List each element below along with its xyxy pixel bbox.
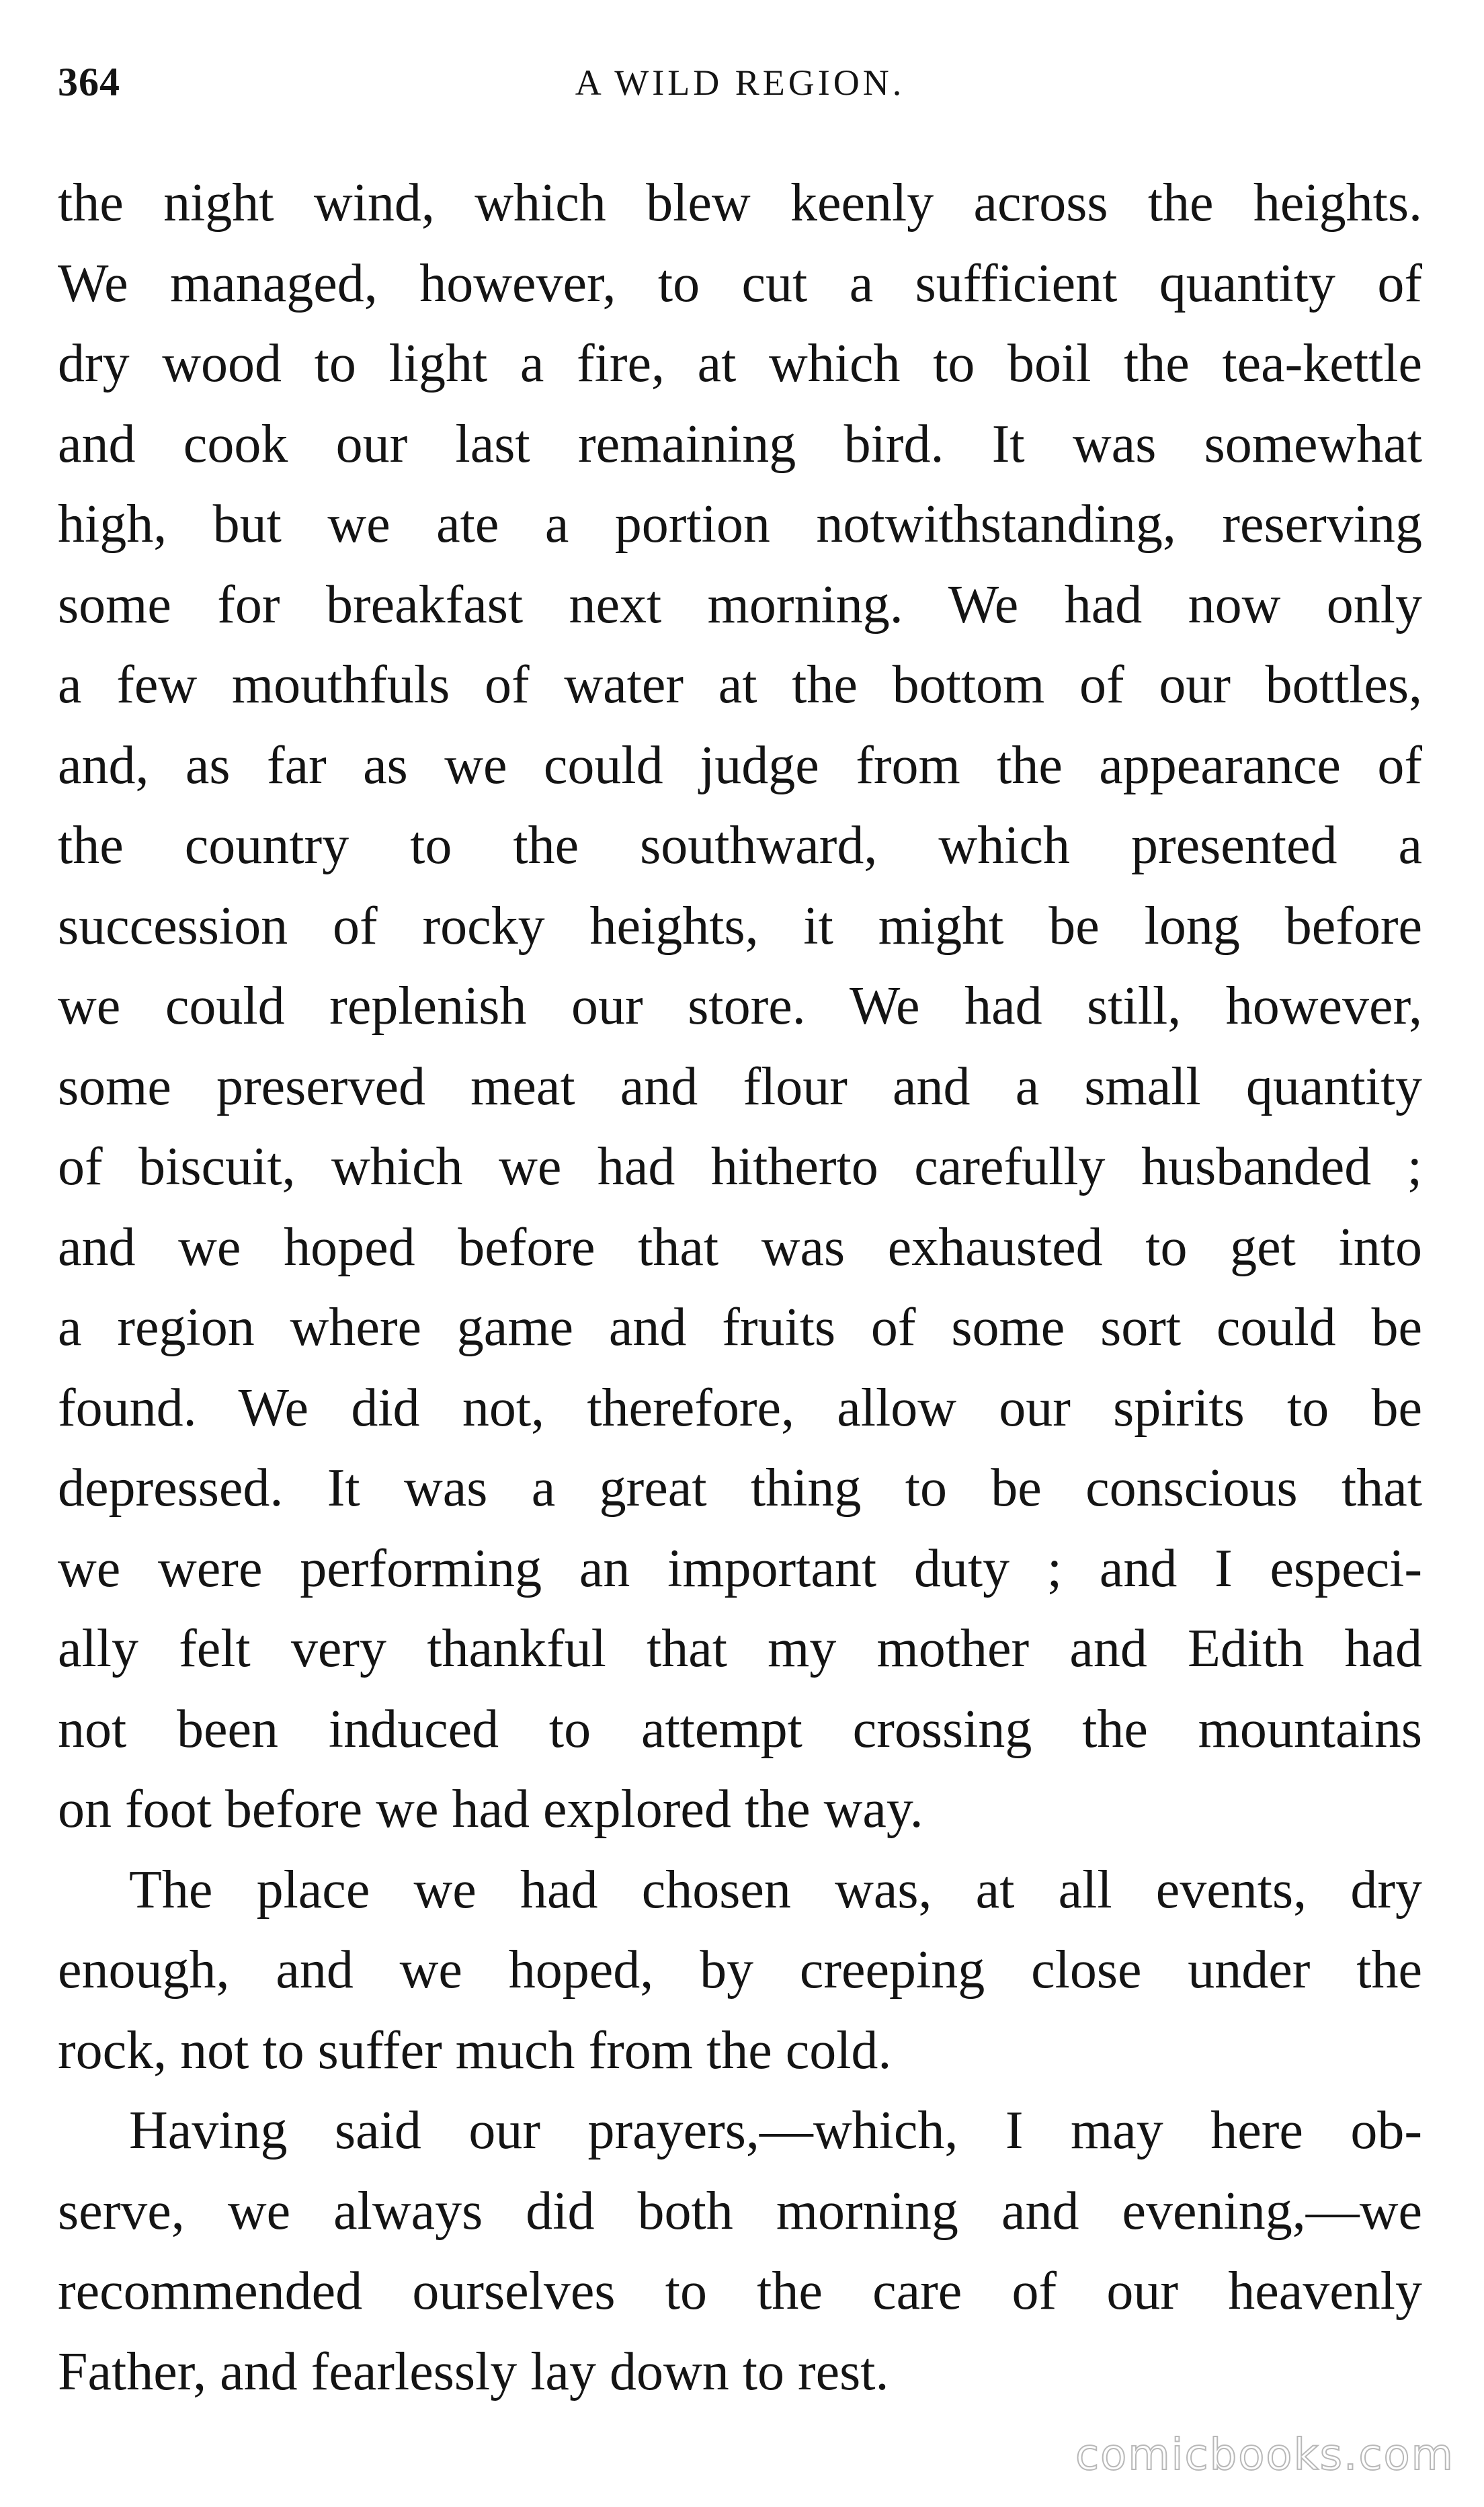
text-line: the country to the southward, which presented a	[58, 816, 1422, 875]
text-line: Father, and fearlessly lay down to rest.	[58, 2342, 889, 2401]
text-line: rock, not to suffer much from the cold.	[58, 2020, 892, 2080]
text-line: recommended ourselves to the care of our heavenly	[58, 2262, 1422, 2321]
site-watermark: comicbooks.com	[1075, 2430, 1454, 2480]
text-line: We managed, however, to cut a sufficient quantity of	[58, 253, 1422, 313]
text-line: and cook our last remaining bird. It was somewhat	[58, 414, 1422, 474]
paragraph-3	[58, 2091, 1422, 2412]
text-line: depressed. It was a great thing to be conscious that	[58, 1458, 1422, 1518]
text-line: some for breakfast next morning. We had now only	[58, 575, 1422, 634]
paragraph-1	[58, 163, 1422, 1850]
text-line: a few mouthfuls of water at the bottom of our bottles,	[58, 655, 1422, 714]
text-line: ally felt very thankful that my mother and Edith had	[58, 1619, 1422, 1678]
running-head	[58, 59, 1422, 120]
text-line: not been induced to attempt crossing the mountains	[58, 1699, 1422, 1759]
text-line: the night wind, which blew keenly across the heights.	[58, 173, 1422, 233]
text-line: we were performing an important duty ; and I especi-	[58, 1538, 1422, 1598]
text-line: on foot before we had explored the way.	[58, 1780, 923, 1839]
text-line: found. We did not, therefore, allow our spirits to be	[58, 1378, 1422, 1438]
text-line: and we hoped before that was exhausted to get into	[58, 1217, 1422, 1277]
text-line: and, as far as we could judge from the appearance of	[58, 735, 1422, 795]
text-line: enough, and we hoped, by creeping close under the	[58, 1940, 1422, 2000]
running-title: A WILD REGION.	[575, 63, 905, 103]
text-line: serve, we always did both morning and evening,—we	[58, 2181, 1422, 2241]
text-line: a region where game and fruits of some sort could be	[58, 1298, 1422, 1357]
text-line: of biscuit, which we had hitherto carefully husbanded ;	[58, 1137, 1422, 1196]
text-line: succession of rocky heights, it might be long before	[58, 896, 1422, 956]
body-text	[58, 163, 1422, 2412]
paragraph-2	[58, 1850, 1422, 2092]
text-line: some preserved meat and flour and a small quantity	[58, 1057, 1422, 1116]
text-line: Having said our prayers,—which, I may here ob-	[129, 2101, 1422, 2160]
text-line: The place we had chosen was, at all events, dry	[129, 1860, 1422, 1920]
text-line: high, but we ate a portion notwithstanding, reserving	[58, 495, 1422, 554]
text-line: dry wood to light a fire, at which to boil the tea-kettle	[58, 334, 1422, 393]
text-line: we could replenish our store. We had still, however,	[58, 977, 1422, 1036]
page-number: 364	[58, 60, 120, 104]
